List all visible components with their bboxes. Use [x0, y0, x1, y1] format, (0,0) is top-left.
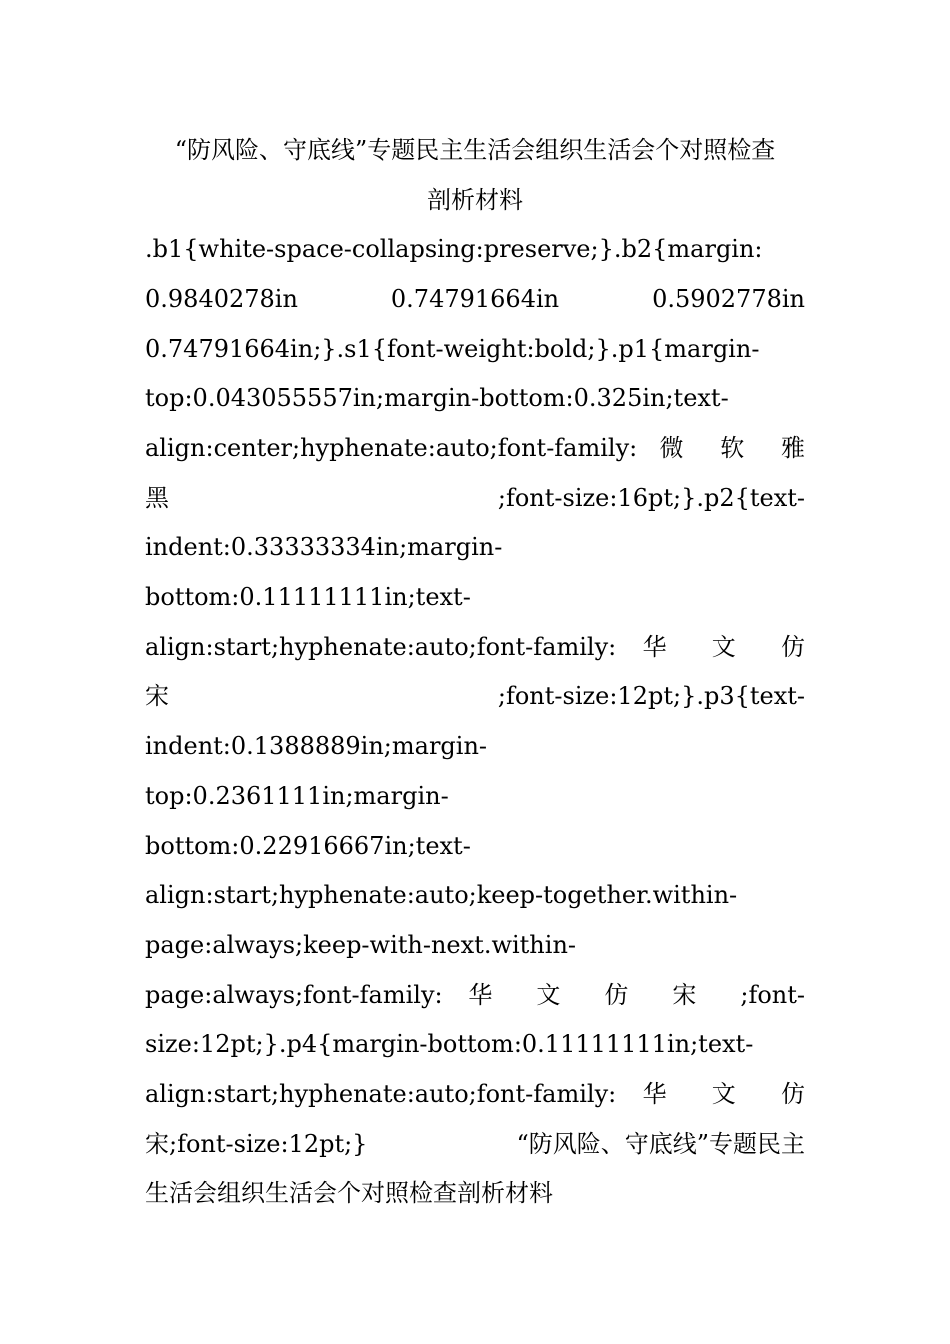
body-line-left: 宋 [145, 682, 169, 710]
body-line: page:always;keep-with-next.within- [145, 931, 577, 959]
body-line-right: ;font-size:16pt;}.p2{text- [497, 484, 805, 512]
body-line: page:always;font-family: 华 文 仿 宋 ;font- [145, 981, 805, 1009]
body-line-split [145, 1119, 805, 1169]
body-line: indent:0.1388889in;margin- [145, 732, 488, 760]
body-line: 0.74791664in;}.s1{font-weight:bold;}.p1{margin- [145, 335, 760, 363]
body-line: align:start;hyphenate:auto;font-family: 华 文 仿 [145, 1080, 805, 1108]
body-line-left: 黑 [145, 484, 169, 512]
body-line-left: 宋;font-size:12pt;} [145, 1130, 368, 1158]
body-line-split [145, 473, 805, 523]
body-line: align:start;hyphenate:auto;font-family: 华 文 仿 [145, 633, 805, 661]
body-line: bottom:0.22916667in;text- [145, 832, 471, 860]
document-title-line-2: 剖析材料 [427, 186, 523, 214]
body-line: top:0.043055557in;margin-bottom:0.325in;text- [145, 384, 729, 412]
body-line: 0.9840278in 0.74791664in 0.5902778in [145, 285, 805, 313]
body-line-split [145, 671, 805, 721]
body-line: 生活会组织生活会个对照检查剖析材料 [145, 1179, 553, 1207]
body-line: align:center;hyphenate:auto;font-family: 微 软 雅 [145, 434, 805, 462]
body-line: size:12pt;}.p4{margin-bottom:0.11111111in;text- [145, 1030, 754, 1058]
body-line: align:start;hyphenate:auto;keep-together.within- [145, 881, 738, 909]
body-line-right: “防风险、守底线”专题民主 [516, 1130, 805, 1158]
body-line: bottom:0.11111111in;text- [145, 583, 471, 611]
document-title-line-1: “防风险、守底线”专题民主生活会组织生活会个对照检查 [174, 136, 776, 164]
body-line: indent:0.33333334in;margin- [145, 533, 503, 561]
body-line-right: ;font-size:12pt;}.p3{text- [497, 682, 805, 710]
body-line: top:0.2361111in;margin- [145, 782, 449, 810]
body-line: .b1{white-space-collapsing:preserve;}.b2{margin: [145, 235, 763, 263]
